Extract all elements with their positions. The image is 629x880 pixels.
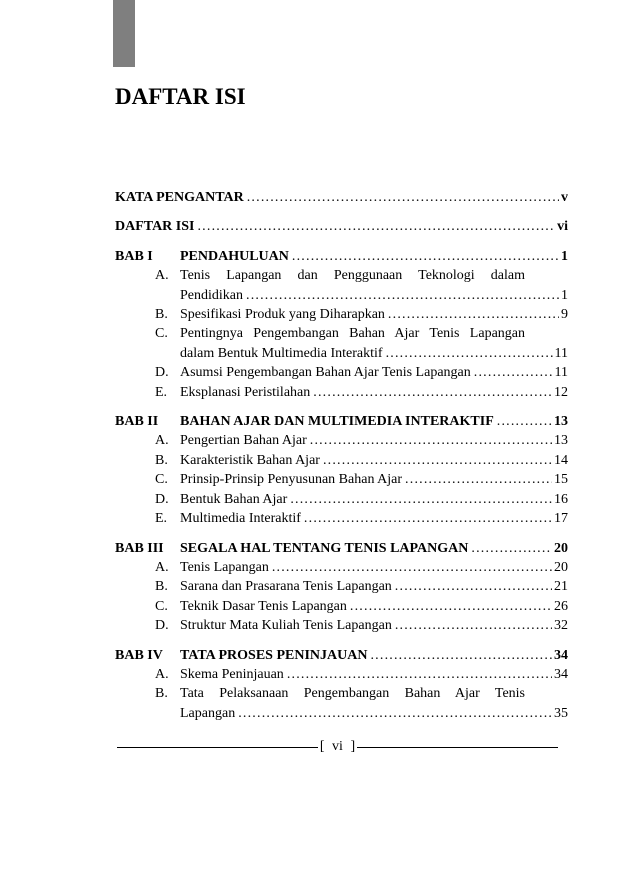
item-page-number: 35 <box>554 705 568 721</box>
item-last-line <box>180 451 568 470</box>
item-last-line <box>180 558 568 577</box>
dot-leader <box>350 597 552 616</box>
toc-item-row <box>115 266 568 305</box>
item-content <box>180 431 568 450</box>
item-page-number: 20 <box>554 559 568 575</box>
item-last-line <box>180 597 568 616</box>
dot-leader <box>395 577 552 596</box>
toc-item-row <box>115 684 568 723</box>
toc-chapter-row <box>115 412 568 431</box>
item-content <box>180 509 568 528</box>
chapter-title: BAHAN AJAR DAN MULTIMEDIA INTERAKTIF <box>180 414 494 430</box>
item-letter: A. <box>155 666 169 682</box>
item-letter: B. <box>155 579 168 595</box>
item-page-number: 13 <box>554 433 568 449</box>
item-content <box>180 363 568 382</box>
chapter-number: BAB III <box>115 540 164 556</box>
dot-leader <box>405 470 552 489</box>
page-footer <box>117 739 558 755</box>
item-content <box>180 470 568 489</box>
item-content <box>180 684 568 723</box>
toc-item-row <box>115 470 568 489</box>
item-content <box>180 665 568 684</box>
toc-chapter-row <box>115 539 568 558</box>
item-letter: C. <box>155 326 168 342</box>
item-content <box>180 266 568 305</box>
item-content <box>180 597 568 616</box>
toc-chapter-row <box>115 247 568 266</box>
item-text-line2: Pendidikan <box>180 287 243 303</box>
item-page-number: 16 <box>554 491 568 507</box>
toc-item-row <box>115 431 568 450</box>
toc-item-row <box>115 305 568 324</box>
item-letter: E. <box>155 511 168 527</box>
chapter-title: SEGALA HAL TENTANG TENIS LAPANGAN <box>180 540 469 556</box>
dot-leader <box>497 412 552 431</box>
item-text: Spesifikasi Produk yang Diharapkan <box>180 307 385 323</box>
toc-front-entry <box>115 217 568 236</box>
item-letter: C. <box>155 598 168 614</box>
dot-leader <box>474 363 553 382</box>
chapter-number: BAB I <box>115 248 153 264</box>
item-letter: B. <box>155 307 168 323</box>
dot-leader <box>246 286 559 305</box>
item-letter: D. <box>155 365 169 381</box>
dot-leader <box>290 490 552 509</box>
item-text: Pengertian Bahan Ajar <box>180 433 307 449</box>
item-content <box>180 305 568 324</box>
item-last-line <box>180 305 568 324</box>
item-text: Asumsi Pengembangan Bahan Ajar Tenis Lapangan <box>180 365 471 381</box>
item-text: Teknik Dasar Tenis Lapangan <box>180 598 347 614</box>
item-last-line <box>180 490 568 509</box>
entry-label: DAFTAR ISI <box>115 219 195 235</box>
dot-leader <box>247 188 559 207</box>
dot-leader <box>304 509 552 528</box>
item-letter: E. <box>155 384 168 400</box>
chapter-number: BAB II <box>115 414 159 430</box>
chapter-number: BAB IV <box>115 647 163 663</box>
item-content <box>180 324 568 363</box>
toc-item-row <box>115 558 568 577</box>
toc-item-row <box>115 324 568 363</box>
item-last-line <box>180 577 568 596</box>
toc-front-entry <box>115 188 568 207</box>
toc-item-row <box>115 616 568 635</box>
item-page-number: 17 <box>554 511 568 527</box>
item-letter: A. <box>155 268 169 284</box>
item-text: Eksplanasi Peristilahan <box>180 384 311 400</box>
item-text-line1: Tenis Lapangan dan Penggunaan Teknologi dalam <box>180 268 525 284</box>
toc-item-row <box>115 577 568 596</box>
toc-item-row <box>115 597 568 616</box>
entry-label: KATA PENGANTAR <box>115 190 244 205</box>
item-text: Bentuk Bahan Ajar <box>180 491 288 507</box>
item-content <box>180 577 568 596</box>
item-letter: C. <box>155 472 168 488</box>
item-content <box>180 558 568 577</box>
item-page-number: 1 <box>561 287 568 303</box>
toc-item-row <box>115 363 568 382</box>
item-page-number: 11 <box>554 365 568 381</box>
item-text: Karakteristik Bahan Ajar <box>180 452 320 468</box>
chapter-page-number: 34 <box>554 647 568 663</box>
toc <box>115 188 568 723</box>
item-last-line <box>180 431 568 450</box>
item-page-number: 32 <box>554 618 568 634</box>
item-text: Prinsip-Prinsip Penyusunan Bahan Ajar <box>180 472 403 488</box>
item-last-line <box>180 383 568 402</box>
item-content <box>180 616 568 635</box>
dot-leader <box>370 646 552 665</box>
dot-leader <box>292 247 559 266</box>
item-last-line <box>180 363 568 382</box>
item-content <box>180 383 568 402</box>
item-letter: B. <box>155 686 168 702</box>
chapter-page-number: 13 <box>554 414 568 430</box>
item-text-line1: Pentingnya Pengembangan Bahan Ajar Tenis Lapangan <box>180 326 525 342</box>
dot-leader <box>197 217 555 236</box>
item-last-line <box>180 470 568 489</box>
dot-leader <box>287 665 552 684</box>
dot-leader <box>272 558 552 577</box>
item-text-line1: Tata Pelaksanaan Pengembangan Bahan Ajar Tenis <box>180 686 525 702</box>
dot-leader <box>395 616 552 635</box>
toc-item-row <box>115 451 568 470</box>
dot-leader <box>238 704 552 723</box>
item-letter: D. <box>155 618 169 634</box>
item-last-line <box>180 509 568 528</box>
toc-item-row <box>115 665 568 684</box>
chapter-title: TATA PROSES PENINJAUAN <box>180 647 368 663</box>
item-letter: A. <box>155 433 169 449</box>
item-page-number: 9 <box>561 307 568 323</box>
item-text: Multimedia Interaktif <box>180 511 301 527</box>
item-content <box>180 490 568 509</box>
item-text: Tenis Lapangan <box>180 559 269 575</box>
item-letter: A. <box>155 559 169 575</box>
item-text: Struktur Mata Kuliah Tenis Lapangan <box>180 618 392 634</box>
toc-item-row <box>115 383 568 402</box>
item-last-line <box>180 704 568 723</box>
item-page-number: 21 <box>554 579 568 595</box>
item-text-line2: dalam Bentuk Multimedia Interaktif <box>180 345 383 361</box>
dot-leader <box>310 431 552 450</box>
item-last-line <box>180 286 568 305</box>
entry-page-number: vi <box>557 219 568 235</box>
item-page-number: 14 <box>554 452 568 468</box>
item-text: Skema Peninjauan <box>180 666 284 682</box>
toc-chapter-row <box>115 646 568 665</box>
gray-corner-rectangle <box>113 0 135 67</box>
page-title: DAFTAR ISI <box>115 84 246 109</box>
item-page-number: 11 <box>554 345 568 361</box>
item-last-line <box>180 344 568 363</box>
item-page-number: 12 <box>554 384 568 400</box>
entry-page-number: v <box>561 190 568 205</box>
dot-leader <box>313 383 552 402</box>
item-last-line <box>180 665 568 684</box>
footer-page-label: [ vi ] <box>319 739 356 754</box>
dot-leader <box>323 451 552 470</box>
item-text: Sarana dan Prasarana Tenis Lapangan <box>180 579 392 595</box>
toc-item-row <box>115 509 568 528</box>
footer-rule-right <box>357 747 558 748</box>
chapter-page-number: 1 <box>561 248 568 264</box>
chapter-title: PENDAHULUAN <box>180 248 289 264</box>
footer-rule-left <box>117 747 318 748</box>
item-last-line <box>180 616 568 635</box>
toc-item-row <box>115 490 568 509</box>
chapter-page-number: 20 <box>554 540 568 556</box>
item-page-number: 26 <box>554 598 568 614</box>
item-letter: D. <box>155 491 169 507</box>
dot-leader <box>471 539 552 558</box>
item-content <box>180 451 568 470</box>
item-page-number: 15 <box>554 472 568 488</box>
item-text-line2: Lapangan <box>180 705 236 721</box>
item-page-number: 34 <box>554 666 568 682</box>
item-letter: B. <box>155 452 168 468</box>
dot-leader <box>386 344 553 363</box>
dot-leader <box>388 305 559 324</box>
